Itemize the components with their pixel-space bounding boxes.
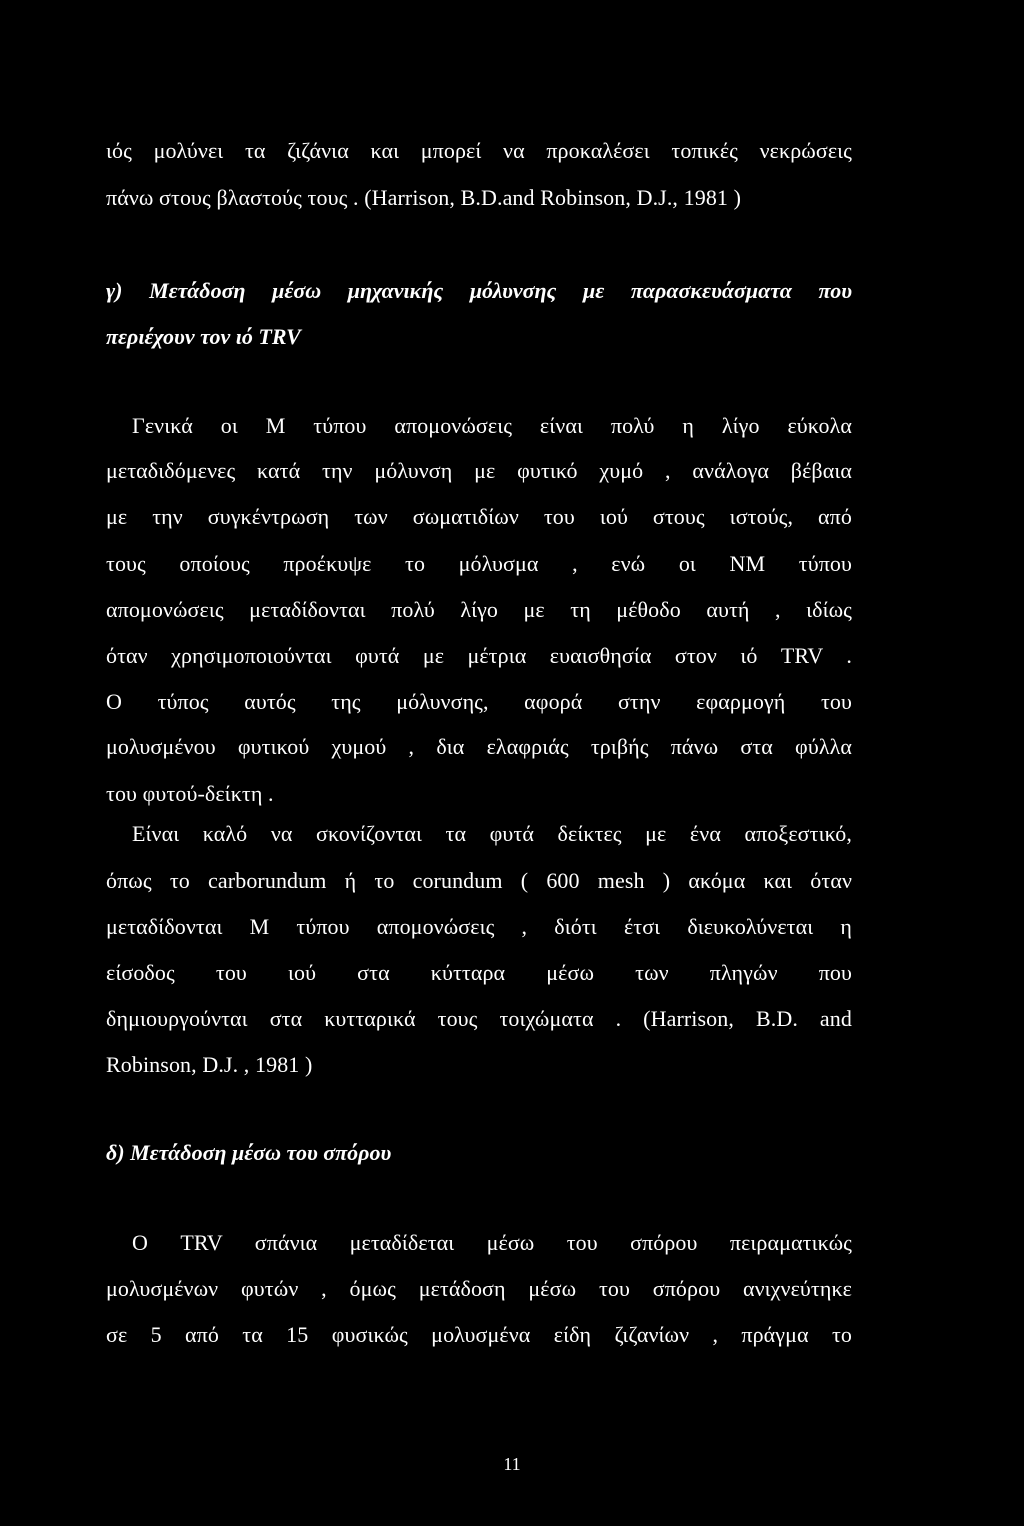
text-line: απομονώσεις μεταδίδονται πολύ λίγο με τη μέθοδο αυτή , ιδίως <box>106 597 852 622</box>
text-line: μολυσμένων φυτών , όμως μετάδοση μέσω του σπόρου ανιχνεύτηκε <box>106 1276 852 1301</box>
text-line: ιός μολύνει τα ζιζάνια και μπορεί να προκαλέσει τοπικές νεκρώσεις <box>106 138 852 163</box>
text-line: όταν χρησιμοποιούνται φυτά με μέτρια ευαισθησία στον ιό TRV . <box>106 643 852 668</box>
heading-line: δ) Μετάδοση μέσω του σπόρου <box>106 1140 392 1165</box>
text-line: Robinson, D.J. , 1981 ) <box>106 1052 313 1077</box>
text-line: με την συγκέντρωση των σωματιδίων του ιού στους ιστούς, από <box>106 504 852 529</box>
text-line: μεταδιδόμενες κατά την μόλυνση με φυτικό χυμό , ανάλογα βέβαια <box>106 458 852 483</box>
heading-line: γ) Μετάδοση μέσω μηχανικής μόλυνσης με παρασκευάσματα που <box>106 278 852 303</box>
text-line: μολυσμένου φυτικού χυμού , δια ελαφριάς τριβής πάνω στα φύλλα <box>106 734 852 759</box>
text-line: Είναι καλό να σκονίζονται τα φυτά δείκτες με ένα αποξεστικό, <box>132 821 852 846</box>
heading-line: περιέχουν τον ιό TRV <box>106 324 301 349</box>
text-line: είσοδος του ιού στα κύτταρα μέσω των πληγών που <box>106 960 852 985</box>
text-line: τους οποίους προέκυψε το μόλυσμα , ενώ οι ΝΜ τύπου <box>106 551 852 576</box>
text-line: πάνω στους βλαστούς τους . (Harrison, B.D.and Robinson, D.J., 1981 ) <box>106 185 742 210</box>
text-line: του φυτού-δείκτη . <box>106 781 274 806</box>
text-line: δημιουργούνται στα κυτταρικά τους τοιχώματα . (Harrison, B.D. and <box>106 1006 852 1031</box>
text-line: μεταδίδονται Μ τύπου απομονώσεις , διότι έτσι διευκολύνεται η <box>106 914 852 939</box>
text-line: Γενικά οι Μ τύπου απομονώσεις είναι πολύ η λίγο εύκολα <box>132 413 852 438</box>
text-line: όπως το carborundum ή το corundum ( 600 mesh ) ακόμα και όταν <box>106 868 852 893</box>
page-number: 11 <box>503 1454 521 1474</box>
text-line: σε 5 από τα 15 φυσικώς μολυσμένα είδη ζιζανίων , πράγμα το <box>106 1322 852 1347</box>
text-line: Ο τύπος αυτός της μόλυνσης, αφορά στην εφαρμογή του <box>106 689 852 714</box>
text-line: Ο TRV σπάνια μεταδίδεται μέσω του σπόρου πειραματικώς <box>132 1230 852 1255</box>
